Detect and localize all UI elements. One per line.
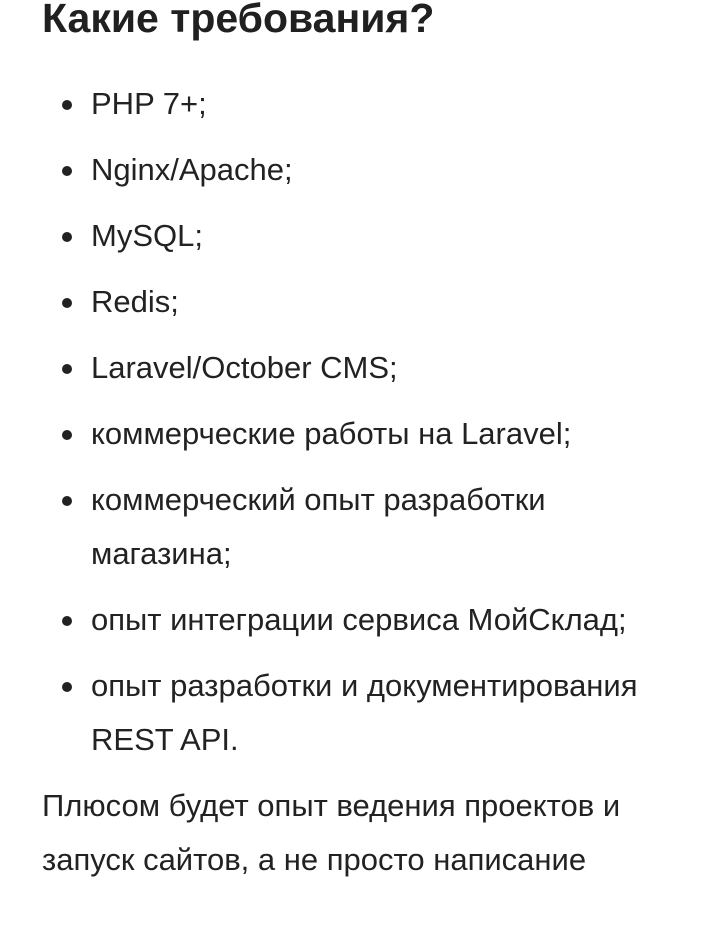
- bullet-dot-icon: [62, 496, 72, 506]
- bullet-dot-icon: [62, 616, 72, 626]
- list-item-text: MySQL;: [91, 218, 203, 253]
- list-item-text: опыт разработки и документирования REST API.: [91, 668, 638, 757]
- list-item-text: Redis;: [91, 284, 179, 319]
- list-item: [42, 209, 692, 263]
- list-item: [42, 143, 692, 197]
- section-heading: Какие требования?: [42, 0, 435, 41]
- article-content: [42, 0, 692, 887]
- bullet-dot-icon: [62, 430, 72, 440]
- list-item-text: Laravel/October CMS;: [91, 350, 398, 385]
- list-item: [42, 593, 692, 647]
- list-item-text: опыт интеграции сервиса МойСклад;: [91, 602, 627, 637]
- bullet-dot-icon: [62, 100, 72, 110]
- bullet-dot-icon: [62, 232, 72, 242]
- list-item: [42, 473, 692, 581]
- bullet-dot-icon: [62, 166, 72, 176]
- list-item: [42, 275, 692, 329]
- list-item: [42, 341, 692, 395]
- bullet-dot-icon: [62, 364, 72, 374]
- list-item: [42, 77, 692, 131]
- list-item: [42, 407, 692, 461]
- paragraph-text: Плюсом будет опыт ведения проектов и запуск сайтов, а не просто написание: [42, 788, 621, 877]
- list-item-text: коммерческий опыт разработки магазина;: [91, 482, 546, 571]
- list-item-text: Nginx/Apache;: [91, 152, 293, 187]
- bullet-dot-icon: [62, 682, 72, 692]
- list-item-text: коммерческие работы на Laravel;: [91, 416, 572, 451]
- list-item: [42, 659, 692, 767]
- requirements-list: [42, 77, 692, 767]
- list-item-text: PHP 7+;: [91, 86, 207, 121]
- bullet-dot-icon: [62, 298, 72, 308]
